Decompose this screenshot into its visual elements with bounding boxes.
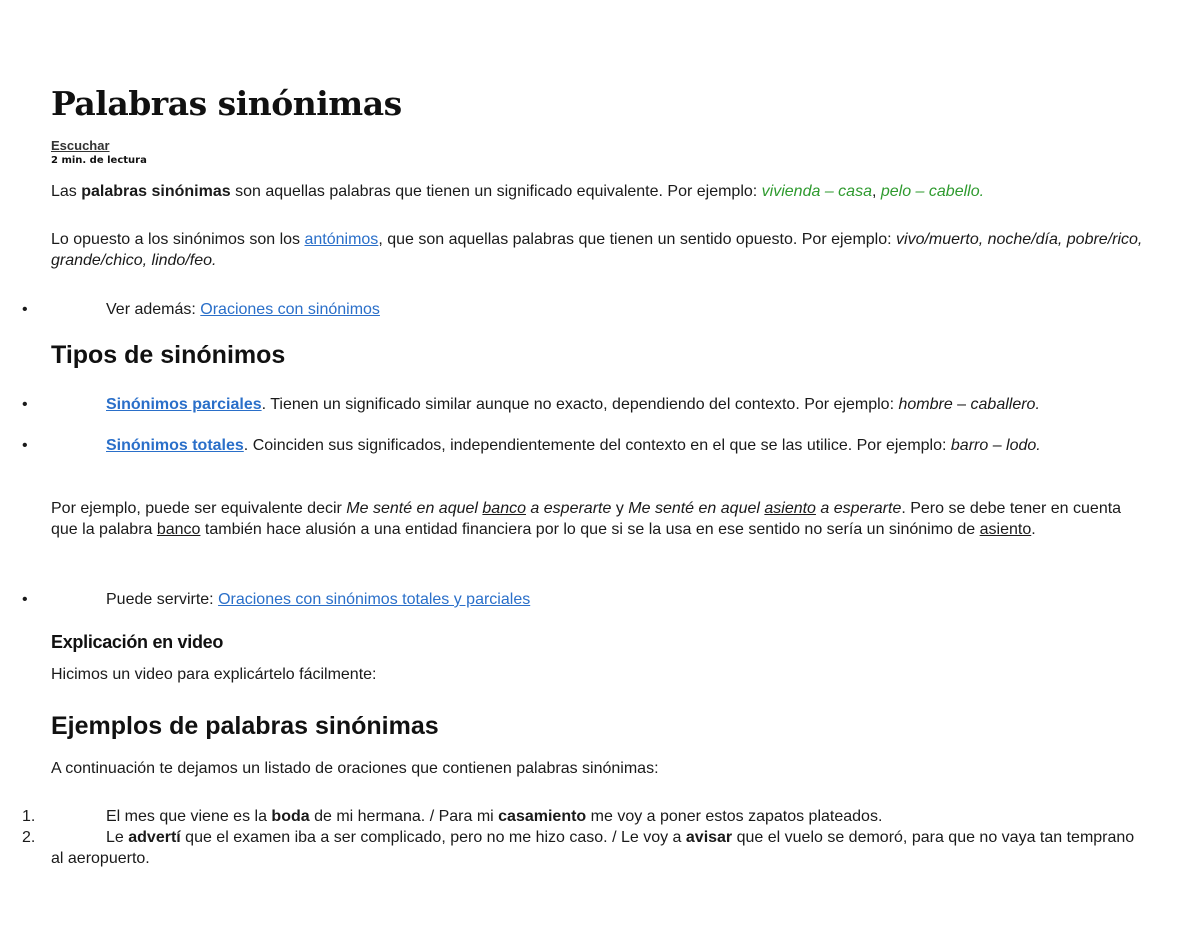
bank-text-3: . Pero se debe tener en cuenta que la palabra [51,500,1122,538]
opposite-end: . [212,252,217,269]
intro-text: Las [51,183,82,200]
intro-text-2: son aquellas palabras que tienen un significado equivalente. Por ejemplo: [230,183,762,200]
partial-synonyms-link[interactable]: Sinónimos parciales [106,396,262,413]
partial-example-2: caballero [970,396,1036,413]
intro-example-1: vivienda – casa [761,183,872,200]
example-1-text-2: de mi hermana. / Para mi [309,808,499,825]
example-item-1 [51,806,1146,827]
antonimos-link[interactable]: antónimos [304,231,379,248]
intro-end: . [979,183,985,200]
bank-underline-2: asiento [764,500,816,517]
may-help-label: Puede servirte: [106,591,219,608]
intro-separator: , [871,183,881,200]
listen-link[interactable]: Escuchar [51,138,110,153]
bank-italic-4: a esperarte [815,500,902,517]
bank-italic-2: a esperarte [525,500,612,517]
example-2-bold-2: avisar [685,829,733,846]
total-example-2: lodo [1006,437,1037,454]
types-heading: Tipos de sinónimos [51,341,286,369]
type-item-partial [51,394,1146,415]
total-example: barro [950,437,989,454]
example-number-1: 1. [22,808,36,825]
bank-end: . [1031,521,1036,538]
example-2-text-2: que el examen iba a ser complicado, pero no me hizo caso. / Le voy a [180,829,686,846]
bullet-type-2: • [22,437,28,454]
examples-heading: Ejemplos de palabras sinónimas [51,712,439,740]
total-text: . Coinciden sus significados, independientemente del contexto en el que se las utilice. Por ejemplo: [243,437,951,454]
examples-intro: A continuación te dejamos un listado de oraciones que contienen palabras sinónimas: [51,760,659,777]
opposite-text: Lo opuesto a los sinónimos son los [51,231,305,248]
total-dash: – [988,437,1007,454]
partial-example: hombre [898,396,953,413]
bank-underline-3: banco [156,521,201,538]
opposite-examples: vivo/muerto, noche/día, pobre/rico, grande/chico, lindo/feo [51,231,1143,269]
intro-paragraph [51,181,1146,202]
read-time: 2 min. de lectura [51,155,147,166]
bullet-may-help: • [22,591,28,608]
example-1-bold-2: casamiento [498,808,587,825]
bank-paragraph [51,498,1146,540]
bank-text-2: y [611,500,629,517]
bank-text-4: también hace alusión a una entidad financiera por lo que si se la usa en ese sentido no sería un sinónimo de [200,521,980,538]
type-item-total [51,435,1146,456]
bank-text-1: Por ejemplo, puede ser equivalente decir [51,500,347,517]
bullet-see-also: • [22,301,28,318]
video-heading: Explicación en video [51,632,224,652]
page-title: Palabras sinónimas [51,84,402,123]
example-2-text-1: Le [106,829,129,846]
see-also-link[interactable]: Oraciones con sinónimos [200,301,380,318]
example-1-text-1: El mes que viene es la [106,808,272,825]
bank-underline-4: asiento [979,521,1032,538]
opposite-paragraph [51,229,1146,271]
may-help-item [51,589,1146,610]
total-end: . [1036,437,1041,454]
total-synonyms-link[interactable]: Sinónimos totales [106,437,244,454]
see-also-label: Ver además: [106,301,201,318]
see-also-item [51,299,1146,320]
bank-underline-1: banco [482,500,526,517]
intro-example-2: pelo – cabello [880,183,980,200]
example-number-2: 2. [22,829,36,846]
example-item-2 [51,827,1146,869]
example-1-bold-1: boda [271,808,310,825]
video-text: Hicimos un video para explicártelo fácilmente: [51,666,377,683]
bank-italic-1: Me senté en aquel [346,500,483,517]
partial-text: . Tienen un significado similar aunque no exacto, dependiendo del contexto. Por ejemplo: [261,396,899,413]
example-1-text-3: me voy a poner estos zapatos plateados. [586,808,883,825]
bullet-type-1: • [22,396,28,413]
example-2-bold-1: advertí [128,829,181,846]
example-2-text-3: que el vuelo se demoró, para que no vaya tan temprano al aeropuerto. [51,829,1135,867]
partial-end: . [1035,396,1040,413]
opposite-text-2: , que son aquellas palabras que tienen un sentido opuesto. Por ejemplo: [378,231,897,248]
may-help-link[interactable]: Oraciones con sinónimos totales y parciales [218,591,531,608]
partial-dash: – [952,396,971,413]
intro-term: palabras sinónimas [81,183,231,200]
bank-italic-3: Me senté en aquel [628,500,765,517]
